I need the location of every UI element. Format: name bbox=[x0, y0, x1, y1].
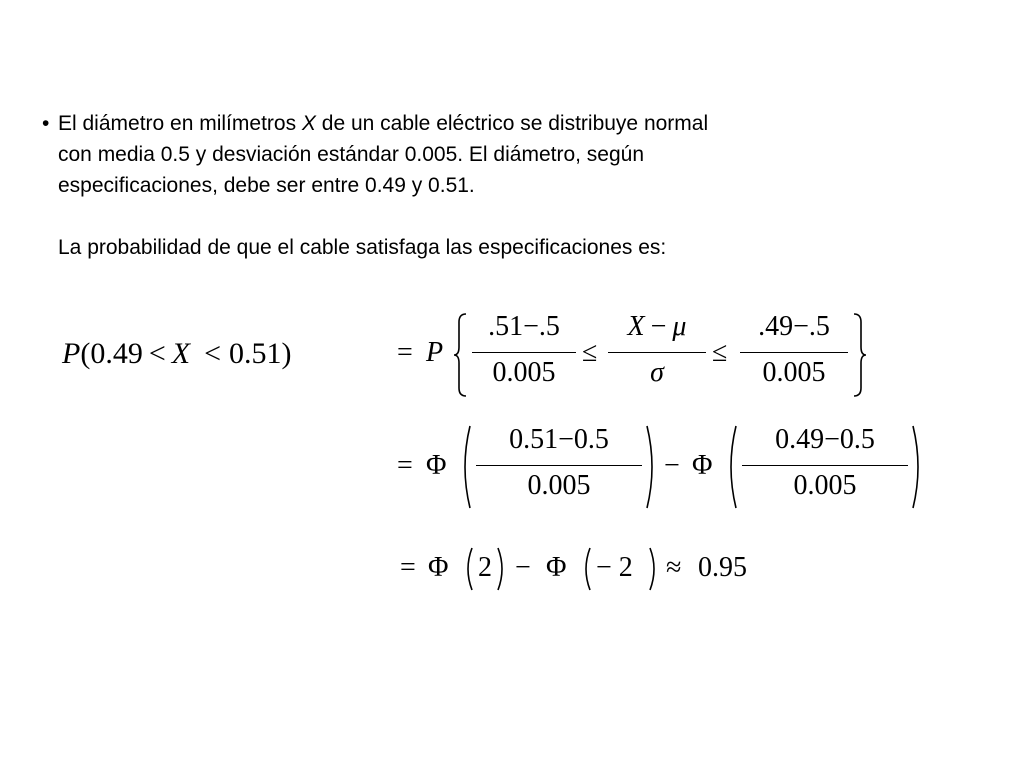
lhs-x: X bbox=[171, 337, 191, 370]
step2-frac1-denominator: 0.005 bbox=[527, 470, 591, 501]
bullet-line-1 bbox=[42, 108, 902, 139]
fraction-bar bbox=[742, 465, 908, 466]
step3-phi-2: Φ bbox=[546, 552, 567, 583]
step2-left-paren-1 bbox=[458, 424, 472, 510]
step3-left-paren-2 bbox=[580, 546, 592, 592]
step2-left-paren-2 bbox=[724, 424, 738, 510]
line-3: especificaciones, debe ser entre 0.49 y 0.51. bbox=[58, 174, 475, 197]
step2-frac2-denominator: 0.005 bbox=[793, 470, 857, 501]
lhs-p: P bbox=[62, 337, 81, 370]
step1-frac2-numerator bbox=[608, 311, 706, 343]
step3-right-paren-2 bbox=[648, 546, 660, 592]
frac2-mu: μ bbox=[672, 311, 687, 342]
line1-post: de un cable eléctrico se distribuye normal bbox=[315, 112, 709, 135]
step1-frac2-denominator: σ bbox=[650, 357, 664, 388]
step2-fraction-2 bbox=[742, 424, 908, 514]
frac2-minus: − bbox=[650, 311, 667, 342]
step1-left-brace bbox=[452, 312, 468, 398]
frac2-x: X bbox=[627, 311, 645, 342]
fraction-bar bbox=[472, 352, 576, 353]
step2-equals: = bbox=[397, 450, 413, 481]
lhs-upper-bound: 0.51 bbox=[229, 337, 282, 370]
fraction-bar bbox=[608, 352, 706, 353]
step1-fraction-1 bbox=[472, 311, 576, 401]
step2-right-paren-1 bbox=[645, 424, 659, 510]
step1-frac3-numerator: .49−.5 bbox=[758, 311, 830, 342]
step3-arg-1: 2 bbox=[478, 552, 492, 583]
step1-le-2: ≤ bbox=[712, 337, 728, 368]
step3-minus: − bbox=[515, 552, 531, 583]
lhs-lt-1: < bbox=[148, 337, 166, 370]
fraction-bar bbox=[740, 352, 848, 353]
variable-x: X bbox=[301, 112, 316, 135]
step2-phi-1: Φ bbox=[426, 450, 447, 481]
step2-minus: − bbox=[664, 450, 680, 481]
step3-arg-2: − 2 bbox=[596, 552, 633, 583]
lhs-lower-bound: 0.49 bbox=[90, 337, 143, 370]
step3-equals: = bbox=[400, 552, 416, 583]
step1-frac1-numerator: .51−.5 bbox=[488, 311, 560, 342]
equation-lhs bbox=[62, 337, 292, 371]
step1-equals: = bbox=[397, 337, 413, 368]
step1-frac3-denominator: 0.005 bbox=[762, 357, 826, 388]
step1-p: P bbox=[426, 337, 444, 368]
step3-phi-1: Φ bbox=[428, 552, 449, 583]
step1-frac1-denominator: 0.005 bbox=[492, 357, 556, 388]
step3-left-paren-1 bbox=[462, 546, 474, 592]
step2-fraction-1 bbox=[476, 424, 642, 514]
step1-le-1: ≤ bbox=[582, 337, 598, 368]
lhs-open-paren: ( bbox=[80, 337, 91, 370]
step2-frac1-numerator: 0.51−0.5 bbox=[509, 424, 609, 455]
step3-result: 0.95 bbox=[698, 552, 747, 583]
lhs-lt-2: < bbox=[204, 337, 221, 370]
step1-fraction-2 bbox=[608, 311, 706, 401]
step3-approx: ≈ bbox=[666, 552, 682, 583]
step2-frac2-numerator: 0.49−0.5 bbox=[775, 424, 875, 455]
line1-pre: El diámetro en milímetros bbox=[58, 112, 302, 135]
line-2: con media 0.5 y desviación estándar 0.005. El diámetro, según bbox=[58, 143, 645, 166]
step1-right-brace bbox=[852, 312, 868, 398]
problem-statement bbox=[42, 108, 902, 263]
fraction-bar bbox=[476, 465, 642, 466]
step1-fraction-3 bbox=[740, 311, 848, 401]
step3-right-paren-1 bbox=[496, 546, 508, 592]
step2-phi-2: Φ bbox=[692, 450, 713, 481]
bullet-icon: • bbox=[42, 112, 50, 135]
line-4: La probabilidad de que el cable satisfaga las especificaciones es: bbox=[58, 236, 667, 259]
lhs-close-paren: ) bbox=[281, 337, 292, 370]
step2-right-paren-2 bbox=[911, 424, 925, 510]
